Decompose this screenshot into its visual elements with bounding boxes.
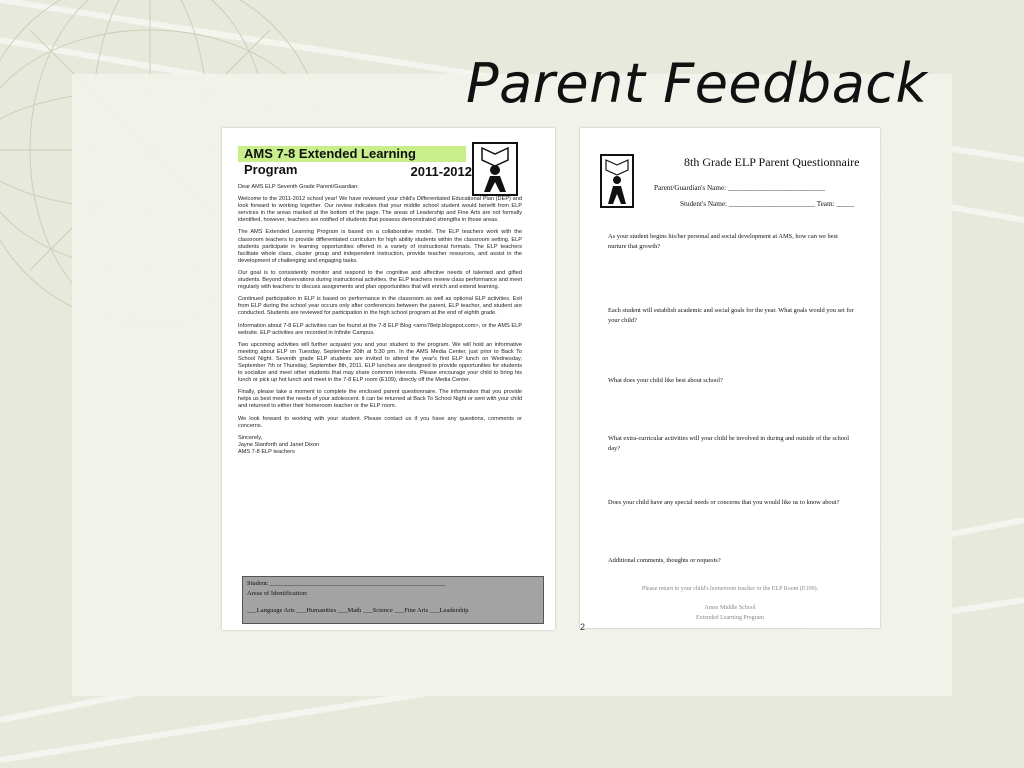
slide-title: Parent Feedback xyxy=(466,52,928,115)
letter-paragraph: Our goal is to consistently monitor and respond to the cognitive and affective needs of talented and gifted students. Beyond observations during instructional activities, the ELP teachers review class performance and meet regularly with teachers to discuss assignments and plan opportunities that will enrich and extend learning. xyxy=(238,269,522,291)
letter-greeting: Dear AMS ELP Seventh Grade Parent/Guardian: xyxy=(238,184,359,190)
letter-paragraph: The AMS Extended Learning Program is based on a collaborative model. The ELP teachers work with the classroom teachers to provide differentiated curriculum for high ability students within the classroom setting. ELP students participate in learning opportunities offered in a variety of instructional formats. The ELP teachers facilitate whole class, cluster group and independent instruction, provide teacher resources, and assist in the development of challenging and engaging tasks. xyxy=(238,229,522,264)
letter-banner: AMS 7-8 Extended Learning Program xyxy=(238,146,466,162)
letter-paragraph: Information about 7-8 ELP activities can be found at the 7-8 ELP Blog <ams78elp.blogspot.com>, or the AMS ELP website. ELP activities are recorded in Infinite Campus. xyxy=(238,322,522,336)
question-item: What extra-curricular activities will your child be involved in during and outside of the school day? xyxy=(608,435,849,452)
page-edge-mark: 2 xyxy=(580,622,586,632)
letter-signers-title: AMS 7-8 ELP teachers xyxy=(238,448,295,455)
letter-paragraph: Finally, please take a moment to complete the enclosed parent questionnaire. The information that you provide helps us best meet the needs of your adolescent. It can be returned at Back To School Night or sent with your child and returned to either their homeroom teacher or the ELP room. xyxy=(238,389,522,410)
elp-letter-document xyxy=(222,128,555,630)
box-student-line: Student: ______________________________________________________ xyxy=(247,580,446,587)
letter-paragraph: Welcome to the 2011-2012 school year! We have reviewed your child's Differentiated Educational Plan (DEP) and look forward to working together. Our review indicates that your middle school student would benefit from ELP services in the areas marked at the bottom of the page. The areas of Leadership and Fine Arts are not formally identified, however, teachers are notified of students that possess demonstrated strengths in those areas. xyxy=(238,196,522,224)
question-item: As your student begins his/her personal and social development at AMS, how can we best nurture that growth? xyxy=(608,233,838,250)
letter-paragraph: Continued participation in ELP is based on performance in the classroom as well as optional ELP activities. Exit from ELP during the school year occurs only after conferences between the parent, ELP teacher, and student are conducted. Students are reviewed for participation in the high school program at the end of eighth grade. xyxy=(238,296,522,317)
questionnaire-school-name: Ames Middle School xyxy=(704,605,756,611)
question-item: Does your child have any special needs or concerns that you would like us to know about? xyxy=(608,499,840,506)
questionnaire-program-name: Extended Learning Program xyxy=(696,615,764,621)
letter-year: 2011-2012 xyxy=(410,164,472,179)
parent-name-field: Parent/Guardian's Name: ___________________________ xyxy=(654,184,825,192)
letter-body xyxy=(238,184,522,456)
letter-paragraph: We look forward to working with your student. Please contact us if you have any questions, comments or concerns. xyxy=(238,415,522,429)
box-areas-label: Areas of Identification: xyxy=(247,590,308,597)
question-item: Each student will establish academic and social goals for the year. What goals would you set for your child? xyxy=(608,307,854,324)
letter-signature xyxy=(238,435,522,456)
questionnaire-return-note: Please return to your child's homeroom teacher or the ELP Room (E109). xyxy=(641,586,819,592)
letter-closing: Sincerely, xyxy=(238,434,263,441)
reading-figure-logo-icon xyxy=(600,154,634,208)
question-item: What does your child like best about school? xyxy=(608,377,723,384)
letter-signers: Jayne Stanforth and Janet Dixon xyxy=(238,441,320,448)
student-name-field: Student's Name: ________________________ Team: _____ xyxy=(680,200,855,208)
letter-paragraph: Two upcoming activities will further acquaint you and your student to the program. We will hold an informative meeting about ELP on Tuesday, September 20th at 5:30 pm. In the AMS Media Center, just prior to Back To School Night. Seventh grade ELP students are invited to attend the year's first ELP lunch on Wednesday, September 7th or Thursday, September 8th, 2011. ELP lunches are designed to provide opportunities for students to socialize and meet other students that may share common interests. Please encourage your child to bring his lunch or pick up hot lunch and meet in the 7-8 ELP room (E109), directly off the Media Center. xyxy=(238,341,522,384)
identification-box xyxy=(242,576,544,624)
question-item: Additional comments, thoughts or requests? xyxy=(608,557,721,564)
box-area-options: ___Language Arts ___Humanities ___Math ___Science ___Fine Arts ___Leadership xyxy=(247,607,469,614)
questionnaire-title: 8th Grade ELP Parent Questionnaire xyxy=(684,155,860,169)
parent-questionnaire-document xyxy=(580,128,880,628)
